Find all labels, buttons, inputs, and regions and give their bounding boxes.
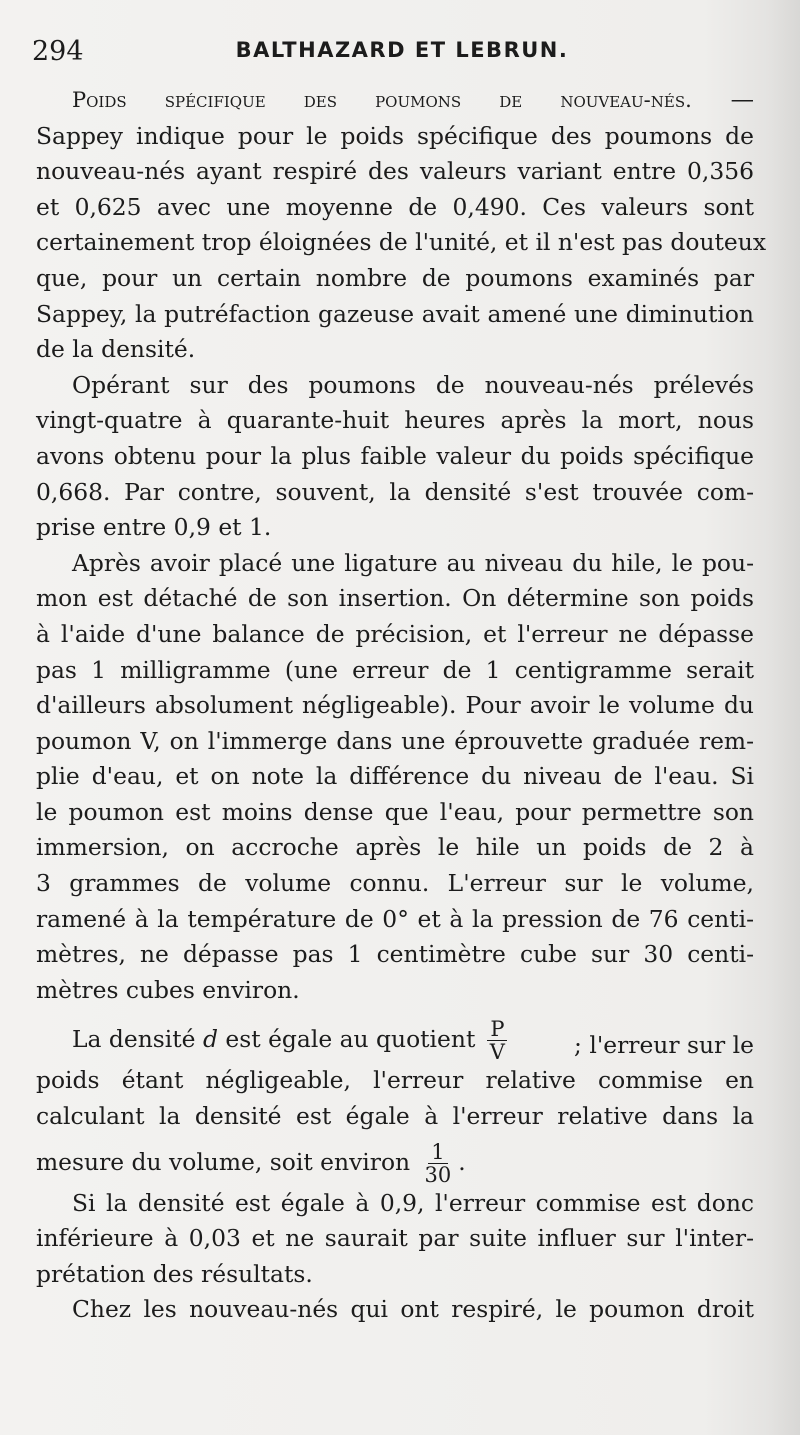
paragraph-density xyxy=(36,1018,754,1185)
text-line: 0,668. Par contre, souvent, la densité s'est trouvée com- xyxy=(36,477,754,506)
text-line: que, pour un certain nombre de poumons examinés par xyxy=(36,263,754,292)
text-line: ramené à la température de 0° et à la pression de 76 centi- xyxy=(36,904,754,933)
fraction-p-over-v: $\frac{P}{V}$ xyxy=(487,1018,508,1063)
text-line: Poids spécifique des poumons de nouveau-nés. — xyxy=(72,85,754,113)
fraction-one-over-thirty: $\frac{1}{30}$ xyxy=(424,1139,452,1187)
text-line: à l'aide d'une balance de précision, et l'erreur ne dépasse xyxy=(36,619,754,648)
text-line: vingt-quatre à quarante-huit heures après la mort, nous xyxy=(36,406,754,435)
text-line: d'ailleurs absolument négligeable). Pour avoir le volume du xyxy=(36,691,754,720)
paragraph-method xyxy=(36,546,754,1009)
text-line: calculant la densité est égale à l'erreur relative dans la xyxy=(36,1102,754,1131)
text-line: 3 grammes de volume connu. L'erreur sur le volume, xyxy=(36,869,754,898)
text-line: plie d'eau, et on note la différence du niveau de l'eau. Si xyxy=(36,762,754,791)
text-line: inférieure à 0,03 et ne saurait par suite influer sur l'inter- xyxy=(36,1224,754,1253)
text-line: Opérant sur des poumons de nouveau-nés prélevés xyxy=(72,370,754,399)
body-text xyxy=(36,82,767,1328)
text-line: prétation des résultats. xyxy=(36,1259,313,1288)
text-line: mètres cubes environ. xyxy=(36,975,300,1004)
text-line: immersion, on accroche après le hile un poids de 2 à xyxy=(36,833,754,862)
text-line: prise entre 0,9 et 1. xyxy=(36,513,272,542)
variable-d: d xyxy=(202,1025,218,1054)
text-line: et 0,625 avec une moyenne de 0,490. Ces valeurs sont xyxy=(36,192,754,221)
page-header xyxy=(32,34,772,74)
paragraph-error xyxy=(36,1186,754,1293)
text-line-with-fraction: mesure du volume, soit environ $\frac{1}{30}$ . xyxy=(36,1139,466,1187)
text-line-with-fraction: La densité d est égale au quotient $\frac{P}{V}$ ; l'erreur sur le xyxy=(72,1017,754,1065)
section-title: Poids spécifique des poumons de nouveau-nés. xyxy=(72,88,692,112)
paragraph-specific-weight xyxy=(36,82,767,368)
paragraph-measurements xyxy=(36,368,754,546)
text-line: poids étant négligeable, l'erreur relative commise en xyxy=(36,1066,754,1095)
text-line: avons obtenu pour la plus faible valeur du poids spécifique xyxy=(36,441,754,470)
text-line: pas 1 milligramme (une erreur de 1 centigramme serait xyxy=(36,655,754,684)
text-line: Après avoir placé une ligature au niveau du hile, le pou- xyxy=(72,548,754,577)
page-number: 294 xyxy=(32,36,84,67)
text-line: mon est détaché de son insertion. On détermine son poids xyxy=(36,584,754,613)
text-line: Si la densité est égale à 0,9, l'erreur commise est donc xyxy=(72,1188,754,1217)
paragraph-newborns xyxy=(36,1292,754,1328)
text-line: Chez les nouveau-nés qui ont respiré, le poumon droit xyxy=(72,1295,754,1324)
text-line: nouveau-nés ayant respiré des valeurs variant entre 0,356 xyxy=(36,157,754,186)
text-line: Sappey, la putréfaction gazeuse avait amené une diminution xyxy=(36,299,754,328)
text-line: certainement trop éloignées de l'unité, et il n'est pas douteux xyxy=(36,228,767,257)
text-line: poumon V, on l'immerge dans une éprouvette graduée rem- xyxy=(36,726,754,755)
text-line: le poumon est moins dense que l'eau, pour permettre son xyxy=(36,797,754,826)
running-head: BALTHAZARD ET LEBRUN. xyxy=(235,38,569,62)
text-line: Sappey indique pour le poids spécifique des poumons de xyxy=(36,121,754,150)
text-line: mètres, ne dépasse pas 1 centimètre cube sur 30 centi- xyxy=(36,940,754,969)
text-line: de la densité. xyxy=(36,335,196,364)
